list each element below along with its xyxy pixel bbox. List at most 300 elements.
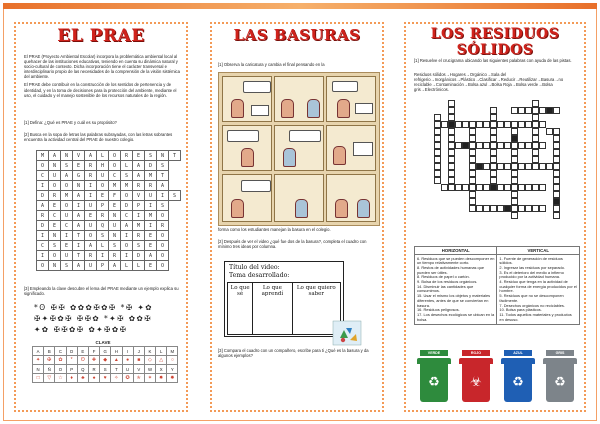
word-search-cell[interactable]: S bbox=[97, 231, 109, 241]
word-search-cell[interactable]: E bbox=[109, 201, 121, 211]
word-search-cell[interactable]: U bbox=[85, 201, 97, 211]
crossword-cell[interactable] bbox=[448, 128, 455, 135]
word-search-cell[interactable]: A bbox=[133, 171, 145, 181]
crossword-cell[interactable] bbox=[532, 184, 539, 191]
crossword-cell[interactable] bbox=[546, 163, 553, 170]
word-search-cell[interactable]: S bbox=[61, 161, 73, 171]
crossword-cell[interactable] bbox=[434, 135, 441, 142]
crossword-cell[interactable] bbox=[511, 163, 518, 170]
word-search-cell[interactable]: A bbox=[73, 211, 85, 221]
crossword-cell[interactable] bbox=[476, 205, 483, 212]
crossword-cell[interactable] bbox=[518, 121, 525, 128]
crossword-cell[interactable] bbox=[434, 128, 441, 135]
crossword-cell[interactable] bbox=[434, 121, 441, 128]
word-search-cell[interactable]: H bbox=[97, 161, 109, 171]
crossword-cell[interactable] bbox=[490, 170, 497, 177]
crossword-cell[interactable] bbox=[469, 177, 476, 184]
crossword-cell[interactable] bbox=[539, 184, 546, 191]
crossword-cell[interactable] bbox=[497, 121, 504, 128]
crossword-cell[interactable] bbox=[490, 114, 497, 121]
crossword-cell[interactable] bbox=[553, 142, 560, 149]
crossword-cell[interactable] bbox=[518, 184, 525, 191]
crossword-cell[interactable] bbox=[532, 149, 539, 156]
word-search-cell[interactable]: C bbox=[49, 211, 61, 221]
word-search-cell[interactable]: G bbox=[73, 171, 85, 181]
word-search-cell[interactable]: S bbox=[157, 201, 169, 211]
word-search-cell[interactable]: P bbox=[97, 201, 109, 211]
crossword-cell[interactable] bbox=[525, 205, 532, 212]
word-search-cell[interactable]: A bbox=[49, 151, 61, 161]
crossword-cell[interactable] bbox=[448, 149, 455, 156]
word-search-cell[interactable]: D bbox=[121, 201, 133, 211]
crossword-cell[interactable] bbox=[518, 205, 525, 212]
crossword-cell[interactable] bbox=[441, 184, 448, 191]
word-search-cell[interactable]: R bbox=[85, 161, 97, 171]
word-search-cell[interactable]: A bbox=[133, 161, 145, 171]
word-search-cell[interactable]: R bbox=[49, 191, 61, 201]
crossword-cell[interactable] bbox=[532, 121, 539, 128]
word-search-cell[interactable]: E bbox=[145, 261, 157, 271]
crossword-cell[interactable] bbox=[490, 128, 497, 135]
word-search-cell[interactable]: R bbox=[157, 221, 169, 231]
word-search-cell[interactable]: R bbox=[109, 251, 121, 261]
word-search-cell[interactable]: O bbox=[157, 231, 169, 241]
recycling-illustration bbox=[332, 320, 362, 346]
crossword-cell[interactable] bbox=[553, 107, 560, 114]
word-search-cell[interactable]: N bbox=[49, 161, 61, 171]
crossword-cell[interactable] bbox=[511, 121, 518, 128]
crossword-cell[interactable] bbox=[497, 142, 504, 149]
crossword-cell[interactable] bbox=[511, 149, 518, 156]
crossword-cell[interactable] bbox=[553, 184, 560, 191]
crossword-cell[interactable] bbox=[490, 177, 497, 184]
crossword-cell[interactable] bbox=[532, 163, 539, 170]
crossword-cell[interactable] bbox=[469, 128, 476, 135]
word-search-cell[interactable]: S bbox=[61, 261, 73, 271]
word-search-cell[interactable]: D bbox=[37, 191, 49, 201]
crossword-cell[interactable] bbox=[525, 163, 532, 170]
word-search-cell[interactable]: I bbox=[121, 251, 133, 261]
word-search-cell[interactable]: U bbox=[109, 221, 121, 231]
word-search-cell[interactable]: I bbox=[145, 221, 157, 231]
word-search-cell[interactable]: U bbox=[85, 221, 97, 231]
word-search-cell[interactable]: I bbox=[157, 191, 169, 201]
crossword-cell[interactable] bbox=[469, 156, 476, 163]
word-search-cell[interactable]: U bbox=[97, 171, 109, 181]
word-search-cell[interactable]: E bbox=[133, 151, 145, 161]
crossword-cell[interactable] bbox=[511, 142, 518, 149]
crossword-cell[interactable] bbox=[469, 163, 476, 170]
clave-symbol: ☆ bbox=[55, 374, 66, 383]
crossword-cell[interactable] bbox=[483, 163, 490, 170]
word-search-cell[interactable]: O bbox=[37, 261, 49, 271]
word-search-cell[interactable]: I bbox=[61, 231, 73, 241]
crossword-cell[interactable] bbox=[539, 163, 546, 170]
word-search-cell[interactable]: S bbox=[133, 241, 145, 251]
word-search-cell[interactable]: M bbox=[145, 211, 157, 221]
cartoon-panel bbox=[326, 76, 376, 122]
crossword-cell[interactable] bbox=[546, 107, 553, 114]
crossword-cell[interactable] bbox=[553, 156, 560, 163]
crossword-cell[interactable] bbox=[553, 198, 560, 205]
word-search-cell[interactable]: L bbox=[121, 261, 133, 271]
word-search-cell[interactable]: C bbox=[61, 221, 73, 231]
word-search-cell[interactable]: N bbox=[109, 211, 121, 221]
clave-symbol: ✠ bbox=[44, 356, 55, 365]
crossword-cell[interactable] bbox=[553, 177, 560, 184]
clave-letter: M bbox=[167, 347, 178, 356]
crossword-cell[interactable] bbox=[532, 135, 539, 142]
word-search-cell[interactable]: U bbox=[61, 251, 73, 261]
crossword-cell[interactable] bbox=[434, 163, 441, 170]
word-search-cell[interactable]: O bbox=[157, 251, 169, 261]
word-search-cell[interactable]: C bbox=[109, 171, 121, 181]
crossword-cell[interactable] bbox=[469, 170, 476, 177]
word-search-cell[interactable]: M bbox=[133, 221, 145, 231]
clave-symbol: ✦ bbox=[33, 356, 44, 365]
word-search-cell[interactable]: I bbox=[85, 191, 97, 201]
crossword-cell[interactable] bbox=[448, 100, 455, 107]
crossword-cell[interactable] bbox=[462, 121, 469, 128]
crossword-cell[interactable] bbox=[511, 184, 518, 191]
word-search-cell[interactable]: E bbox=[49, 201, 61, 211]
crossword-cell[interactable] bbox=[490, 135, 497, 142]
crossword-cell[interactable] bbox=[483, 121, 490, 128]
word-search-cell[interactable]: U bbox=[145, 191, 157, 201]
crossword-cell[interactable] bbox=[469, 149, 476, 156]
word-search-cell[interactable]: C bbox=[121, 211, 133, 221]
crossword-cell[interactable] bbox=[532, 128, 539, 135]
word-search-cell[interactable]: O bbox=[49, 251, 61, 261]
crossword-cell[interactable] bbox=[434, 170, 441, 177]
crossword-cell[interactable] bbox=[448, 163, 455, 170]
clave-table bbox=[32, 346, 178, 383]
word-search-cell[interactable]: R bbox=[97, 211, 109, 221]
crossword-cell[interactable] bbox=[448, 107, 455, 114]
crossword-cell[interactable] bbox=[490, 107, 497, 114]
word-search-cell[interactable]: I bbox=[133, 211, 145, 221]
crossword-cell[interactable] bbox=[448, 114, 455, 121]
word-search-cell[interactable]: P bbox=[97, 261, 109, 271]
crossword-cell[interactable] bbox=[511, 156, 518, 163]
crossword-cell[interactable] bbox=[518, 107, 525, 114]
crossword-cell[interactable] bbox=[553, 128, 560, 135]
word-search-cell[interactable]: S bbox=[49, 241, 61, 251]
crossword-cell[interactable] bbox=[511, 135, 518, 142]
panel-basuras bbox=[210, 22, 384, 412]
word-search-cell[interactable]: S bbox=[169, 191, 181, 201]
crossword-cell[interactable] bbox=[546, 128, 553, 135]
word-search-cell[interactable]: A bbox=[61, 171, 73, 181]
word-search-cell[interactable]: T bbox=[73, 231, 85, 241]
crossword-cell[interactable] bbox=[553, 212, 560, 219]
word-search-cell[interactable]: R bbox=[133, 231, 145, 241]
word-search-cell[interactable]: T bbox=[157, 171, 169, 181]
crossword-cell[interactable] bbox=[434, 142, 441, 149]
word-search-cell[interactable]: O bbox=[37, 161, 49, 171]
word-search-cell[interactable]: D bbox=[145, 161, 157, 171]
word-search-cell[interactable]: E bbox=[145, 241, 157, 251]
word-search-cell[interactable]: A bbox=[85, 241, 97, 251]
word-search-cell[interactable]: N bbox=[49, 231, 61, 241]
crossword-cell[interactable] bbox=[469, 198, 476, 205]
word-search-cell[interactable]: R bbox=[133, 181, 145, 191]
word-search-cell[interactable]: A bbox=[73, 221, 85, 231]
word-search-cell[interactable]: E bbox=[145, 231, 157, 241]
recycle-icon: ☣ bbox=[470, 374, 482, 389]
crossword-cell[interactable] bbox=[434, 149, 441, 156]
crossword-cell[interactable] bbox=[497, 205, 504, 212]
kwl-col-know[interactable]: Lo que sé bbox=[228, 283, 253, 335]
word-search-cell[interactable]: S bbox=[157, 161, 169, 171]
word-search-cell[interactable]: M bbox=[121, 181, 133, 191]
word-search-cell[interactable]: L bbox=[97, 151, 109, 161]
word-search-cell[interactable]: I bbox=[37, 231, 49, 241]
prae-intro-b: El PRAE debe contribuir en la construcción de los sentidos de pertenencia y de identidad, y en la toma de decisiones para la protección del ambiente, mediante el uso, el cuidado y el manejo sostenible de los recursos naturales de la región. bbox=[24, 82, 177, 98]
crossword-cell[interactable] bbox=[511, 170, 518, 177]
word-search-cell[interactable]: N bbox=[61, 151, 73, 161]
clave-symbol: ▽ bbox=[44, 374, 55, 383]
crossword-cell[interactable] bbox=[539, 121, 546, 128]
word-search-cell[interactable]: O bbox=[49, 181, 61, 191]
word-search-cell[interactable]: V bbox=[133, 191, 145, 201]
word-search-row bbox=[37, 241, 181, 251]
crossword-cell[interactable] bbox=[511, 128, 518, 135]
crossword-cell[interactable] bbox=[504, 142, 511, 149]
crossword-cell[interactable] bbox=[476, 184, 483, 191]
word-search-cell[interactable]: I bbox=[37, 181, 49, 191]
kwl-col-learned[interactable]: Lo que aprendí bbox=[253, 283, 292, 335]
crossword-cell[interactable] bbox=[504, 205, 511, 212]
word-search-cell[interactable]: O bbox=[85, 231, 97, 241]
crossword-cell[interactable] bbox=[532, 142, 539, 149]
crossword-cell[interactable] bbox=[539, 107, 546, 114]
top-band bbox=[3, 3, 597, 9]
crossword-cell[interactable] bbox=[532, 114, 539, 121]
panel-prae bbox=[14, 22, 188, 412]
word-search-cell[interactable]: E bbox=[97, 191, 109, 201]
crossword-cell[interactable] bbox=[511, 212, 518, 219]
word-search-cell[interactable]: T bbox=[169, 151, 181, 161]
word-search-cell[interactable]: T bbox=[73, 251, 85, 261]
word-search-cell[interactable]: I bbox=[97, 251, 109, 261]
word-search-cell[interactable]: E bbox=[73, 161, 85, 171]
word-search-cell[interactable]: O bbox=[157, 211, 169, 221]
word-search-cell[interactable]: L bbox=[97, 241, 109, 251]
word-search-cell[interactable]: U bbox=[61, 211, 73, 221]
word-search-cell[interactable]: I bbox=[121, 231, 133, 241]
word-search-cell[interactable]: A bbox=[85, 151, 97, 161]
crossword-cell[interactable] bbox=[553, 163, 560, 170]
word-search-cell[interactable]: O bbox=[157, 261, 169, 271]
crossword-cell[interactable] bbox=[504, 121, 511, 128]
word-search-cell[interactable]: L bbox=[133, 261, 145, 271]
crossword-cell[interactable] bbox=[469, 205, 476, 212]
crossword-cell[interactable] bbox=[490, 156, 497, 163]
word-search-cell[interactable]: P bbox=[133, 201, 145, 211]
word-search-cell[interactable]: S bbox=[121, 171, 133, 181]
crossword-cell[interactable] bbox=[511, 177, 518, 184]
crossword-cell[interactable] bbox=[511, 191, 518, 198]
word-search-cell[interactable]: O bbox=[121, 191, 133, 201]
crossword-cell[interactable] bbox=[497, 184, 504, 191]
word-search-cell[interactable]: F bbox=[109, 191, 121, 201]
clave-letter: X bbox=[156, 365, 167, 374]
crossword-cell[interactable] bbox=[553, 170, 560, 177]
word-search-cell[interactable]: A bbox=[145, 251, 157, 261]
crossword-cell[interactable] bbox=[532, 107, 539, 114]
word-search-cell[interactable]: I bbox=[145, 201, 157, 211]
word-search-cell[interactable]: N bbox=[73, 181, 85, 191]
crossword-cell[interactable] bbox=[476, 163, 483, 170]
crossword-cell[interactable] bbox=[434, 156, 441, 163]
crossword-cell[interactable] bbox=[553, 149, 560, 156]
word-search-cell[interactable]: N bbox=[49, 261, 61, 271]
crossword-cell[interactable] bbox=[483, 205, 490, 212]
crossword-cell[interactable] bbox=[490, 142, 497, 149]
crossword-cell[interactable] bbox=[476, 142, 483, 149]
word-search-cell[interactable]: U bbox=[85, 261, 97, 271]
word-search-cell[interactable]: N bbox=[109, 231, 121, 241]
word-search-cell[interactable]: A bbox=[73, 261, 85, 271]
crossword-cell[interactable] bbox=[539, 142, 546, 149]
crossword-cell[interactable] bbox=[434, 114, 441, 121]
crossword-cell[interactable] bbox=[553, 191, 560, 198]
crossword-cell[interactable] bbox=[511, 107, 518, 114]
word-search-cell[interactable]: E bbox=[49, 221, 61, 231]
word-search-cell[interactable]: M bbox=[37, 151, 49, 161]
crossword-cell[interactable] bbox=[448, 184, 455, 191]
word-search-cell[interactable]: A bbox=[73, 191, 85, 201]
word-search-cell[interactable]: M bbox=[109, 181, 121, 191]
clave-letter: N bbox=[33, 365, 44, 374]
word-search-cell[interactable]: O bbox=[157, 241, 169, 251]
crossword-cell[interactable] bbox=[490, 149, 497, 156]
crossword-cell[interactable] bbox=[483, 142, 490, 149]
recycling-bin bbox=[458, 350, 494, 404]
word-search-cell[interactable]: R bbox=[85, 251, 97, 261]
word-search-cell[interactable]: L bbox=[121, 161, 133, 171]
crossword-cell[interactable] bbox=[532, 100, 539, 107]
word-search-cell[interactable]: V bbox=[73, 151, 85, 161]
recycle-icon: ♻ bbox=[428, 374, 440, 389]
crossword-cell[interactable] bbox=[441, 121, 448, 128]
word-search-cell[interactable]: A bbox=[157, 181, 169, 191]
crossword-cell[interactable] bbox=[518, 163, 525, 170]
word-search-cell[interactable]: N bbox=[157, 151, 169, 161]
crossword-cell[interactable] bbox=[448, 177, 455, 184]
word-search-cell[interactable]: O bbox=[61, 201, 73, 211]
word-search-cell[interactable]: O bbox=[121, 241, 133, 251]
word-search-cell[interactable]: M bbox=[61, 191, 73, 201]
crossword-cell[interactable] bbox=[462, 142, 469, 149]
crossword-cell[interactable] bbox=[448, 170, 455, 177]
crossword-cell[interactable] bbox=[448, 135, 455, 142]
crossword-cell[interactable] bbox=[497, 163, 504, 170]
word-search-cell[interactable]: A bbox=[37, 201, 49, 211]
word-search-cell[interactable]: A bbox=[121, 221, 133, 231]
crossword-cell[interactable] bbox=[490, 205, 497, 212]
crossword-cell[interactable] bbox=[504, 163, 511, 170]
crossword-cell[interactable] bbox=[462, 184, 469, 191]
word-search-cell[interactable]: C bbox=[37, 241, 49, 251]
crossword-cell[interactable] bbox=[504, 184, 511, 191]
word-search-cell[interactable]: O bbox=[109, 161, 121, 171]
word-search-cell[interactable]: I bbox=[85, 181, 97, 191]
word-search-cell[interactable]: R bbox=[145, 181, 157, 191]
crossword-cell[interactable] bbox=[518, 142, 525, 149]
word-search-cell[interactable]: C bbox=[37, 171, 49, 181]
crossword-cell[interactable] bbox=[483, 184, 490, 191]
crossword-cell[interactable] bbox=[525, 184, 532, 191]
crossword-cell[interactable] bbox=[448, 156, 455, 163]
crossword-cell[interactable] bbox=[490, 121, 497, 128]
prae-question-3: [3] Empleando la clave descubre el lema del PRAE mediante un ejemplo explica su significado. bbox=[24, 286, 179, 297]
crossword-cell[interactable] bbox=[455, 184, 462, 191]
crossword-cell[interactable] bbox=[469, 184, 476, 191]
crossword-cell[interactable] bbox=[511, 205, 518, 212]
crossword-cell[interactable] bbox=[553, 135, 560, 142]
crossword-cell[interactable] bbox=[532, 156, 539, 163]
crossword-cell[interactable] bbox=[525, 121, 532, 128]
word-search-cell[interactable]: O bbox=[109, 151, 121, 161]
word-search-cell[interactable]: M bbox=[145, 171, 157, 181]
crossword-cell[interactable] bbox=[490, 163, 497, 170]
word-search-cell[interactable]: A bbox=[109, 261, 121, 271]
word-search-cell[interactable]: S bbox=[145, 151, 157, 161]
word-search-cell[interactable]: I bbox=[73, 241, 85, 251]
word-search-cell[interactable]: R bbox=[85, 171, 97, 181]
crossword-cell[interactable] bbox=[511, 198, 518, 205]
clave-symbol: ✪ bbox=[122, 374, 133, 383]
crossword-cell[interactable] bbox=[469, 191, 476, 198]
crossword-cell[interactable] bbox=[476, 121, 483, 128]
word-search-cell[interactable]: Q bbox=[97, 221, 109, 231]
crossword-cell[interactable] bbox=[469, 121, 476, 128]
word-search-cell[interactable]: E bbox=[85, 211, 97, 221]
word-search-cell[interactable]: D bbox=[37, 221, 49, 231]
crossword-cell[interactable] bbox=[434, 177, 441, 184]
crossword-cell[interactable] bbox=[525, 142, 532, 149]
word-search-cell[interactable]: D bbox=[133, 251, 145, 261]
crossword-cell[interactable] bbox=[448, 121, 455, 128]
clave-symbol: ♠ bbox=[88, 374, 99, 383]
crossword-cell[interactable] bbox=[525, 107, 532, 114]
word-search-cell[interactable]: U bbox=[49, 171, 61, 181]
word-search-cell[interactable]: S bbox=[109, 241, 121, 251]
clave-letter: Ñ bbox=[44, 365, 55, 374]
word-search-cell[interactable]: I bbox=[73, 201, 85, 211]
word-search-cell[interactable]: O bbox=[97, 181, 109, 191]
word-search-cell[interactable]: R bbox=[37, 211, 49, 221]
crossword-cell[interactable] bbox=[455, 142, 462, 149]
word-search-cell[interactable]: R bbox=[121, 151, 133, 161]
crossword-cell[interactable] bbox=[455, 121, 462, 128]
crossword-cell[interactable] bbox=[532, 205, 539, 212]
word-search-cell[interactable]: O bbox=[61, 181, 73, 191]
word-search-row bbox=[37, 211, 181, 221]
crossword-cell[interactable] bbox=[539, 205, 546, 212]
kwl-col-want[interactable]: Lo que quiero saber bbox=[292, 283, 340, 335]
word-search-cell[interactable]: E bbox=[61, 241, 73, 251]
crossword-cell[interactable] bbox=[469, 142, 476, 149]
crossword-cell[interactable] bbox=[448, 142, 455, 149]
word-search-cell[interactable]: I bbox=[37, 251, 49, 261]
clave-letter: L bbox=[156, 347, 167, 356]
crossword-cell[interactable] bbox=[553, 205, 560, 212]
crossword-cell[interactable] bbox=[490, 184, 497, 191]
crossword-cell[interactable] bbox=[469, 135, 476, 142]
